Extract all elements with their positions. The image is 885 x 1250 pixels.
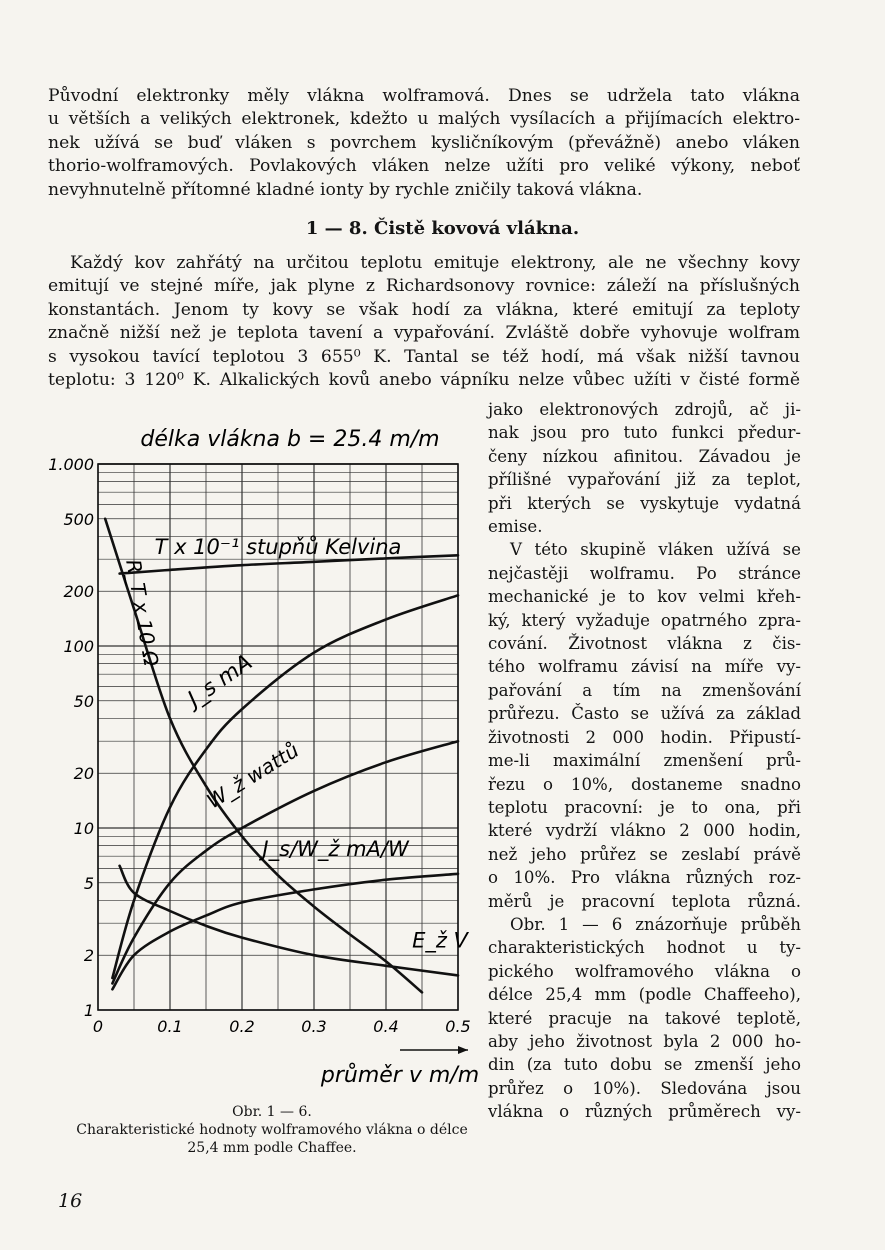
column-line: teplotu pracovní: je to ona, při: [488, 797, 801, 817]
column-line: me-li maximální zmenšení prů-: [488, 751, 801, 771]
y-tick-label: 50: [73, 691, 94, 711]
column-line: průřez o 10%). Sledována jsou: [488, 1078, 801, 1098]
y-tick-label: 10: [73, 819, 94, 838]
text-line: emitují ve stejné míře, jak plyne z Richardsonovy rovnice: záleží na příslušných: [48, 276, 800, 297]
series-label: R_T x 10 Ω: [121, 557, 164, 668]
series-label: W_ž wattů: [202, 737, 303, 814]
y-tick-label: 100: [63, 637, 94, 656]
series-line: [112, 741, 458, 983]
column-line: jako elektronových zdrojů, ač ji-: [488, 400, 801, 419]
x-tick-label: 0.3: [301, 1017, 327, 1036]
text-line: konstantách. Jenom ty kovy se však hodí za vlákna, které emitují za teploty: [48, 299, 800, 320]
x-axis-arrowhead: [458, 1046, 468, 1054]
column-line: ký, který vyžaduje opatrného zpra-: [488, 610, 801, 630]
text-line: nek užívá se buď vláken s povrchem kysličníkovým (převážně) anebo vláken: [48, 132, 800, 153]
column-line: čeny nízkou afinitou. Závadou je: [488, 446, 801, 466]
column-line: pického wolframového vlákna o: [488, 961, 801, 981]
series-label: T x 10⁻¹ stupňů Kelvina: [154, 534, 402, 559]
text-line: teplotu: 3 120⁰ K. Alkalických kovů anebo vápníku nelze vůbec užíti v čisté formě: [48, 370, 800, 391]
page-number: 16: [58, 1190, 83, 1212]
figure-caption: [52, 1103, 492, 1157]
text-line: značně nižší než je teplota tavení a vypařování. Zvláště dobře vyhovuje wolfram: [48, 323, 800, 344]
y-tick-label: 200: [63, 582, 94, 602]
caption-line: Charakteristické hodnoty wolframového vlákna o délce: [76, 1122, 468, 1138]
column-line: měrů je pracovní teplota různá.: [488, 891, 801, 911]
text-line: s vysokou tavící teplotou 3 655⁰ K. Tantal se též hodí, má však nižší tavnou: [48, 346, 800, 367]
column-line: din (za tuto dobu se zmenší jeho: [488, 1055, 801, 1075]
column-line: vlákna o různých průměrech vy-: [488, 1102, 801, 1122]
column-line: průřezu. Často se užívá za základ: [488, 704, 801, 724]
series-label: J_s mA: [183, 650, 258, 713]
text-line: u větších a velikých elektronek, kdežto u malých vysílacích a přijímacích elektro-: [48, 109, 800, 130]
column-line: řezu o 10%, dostaneme snadno: [488, 774, 801, 794]
text-line: thorio-wolframových. Povlakových vláken nelze užíti pro veliké výkony, neboť: [48, 156, 800, 177]
y-tick-label: 1.000: [48, 455, 94, 474]
x-tick-label: 0.5: [445, 1017, 471, 1036]
caption-title: Obr. 1 — 6.: [232, 1104, 312, 1120]
column-line: aby jeho životnost byla 2 000 ho-: [488, 1031, 801, 1051]
y-tick-label: 1: [83, 1001, 94, 1020]
x-tick-label: 0.2: [229, 1017, 255, 1036]
column-line: nak jsou pro tuto funkci předur-: [488, 423, 801, 443]
x-tick-label: 0.4: [373, 1017, 399, 1036]
column-line: přílišné vypařování již za teplot,: [488, 470, 801, 490]
column-line: než jeho průřez se zeslabí právě: [488, 844, 801, 864]
column-line: při kterých se vyskytuje vydatná: [488, 493, 801, 513]
y-tick-label: 5: [83, 873, 94, 893]
series-label: E_ž V: [412, 928, 468, 953]
intro-paragraph: [48, 85, 800, 202]
text-line: Původní elektronky měly vlákna wolframová. Dnes se udržela tato vlákna: [48, 86, 800, 106]
column-line: o 10%. Pro vlákna různých roz-: [488, 868, 801, 888]
column-line: tého wolframu závisí na míře vy-: [488, 657, 801, 677]
x-tick-label: 0: [92, 1017, 104, 1036]
column-line: pařování a tím na zmenšování: [488, 680, 801, 700]
x-axis-label: průměr v m/m: [320, 1063, 480, 1088]
caption-line: 25,4 mm podle Chaffee.: [187, 1140, 357, 1156]
section-heading: 1 — 8. Čistě kovová vlákna.: [305, 218, 580, 239]
series-label: J_s/W_ž mA/W: [262, 837, 409, 862]
column-line: V této skupině vláken užívá se: [510, 540, 801, 560]
characteristics-chart: [0, 400, 480, 1100]
column-line: charakteristických hodnot u ty-: [488, 938, 801, 958]
column-line: délce 25,4 mm (podle Chaffeeho),: [488, 985, 801, 1005]
section-paragraph: [48, 252, 800, 392]
column-line: emise.: [488, 517, 543, 537]
chart-title: délka vlákna b = 25.4 m/m: [140, 427, 440, 452]
text-line: nevyhnutelně přítomné kladné ionty by rychle zničily taková vlákna.: [48, 179, 643, 200]
series-line: [112, 595, 458, 978]
y-tick-label: 2: [83, 946, 94, 966]
column-line: které vydrží vlákno 2 000 hodin,: [488, 821, 801, 841]
x-tick-label: 0.1: [157, 1017, 183, 1036]
column-line: které pracuje na takové teplotě,: [488, 1008, 801, 1028]
y-tick-label: 20: [73, 764, 94, 784]
column-line: Obr. 1 — 6 znázorňuje průběh: [510, 914, 801, 934]
right-column-text: [488, 398, 801, 1124]
text-line: Každý kov zahřátý na určitou teplotu emituje elektrony, ale ne všechny kovy: [70, 253, 800, 273]
column-line: mechanické je to kov velmi křeh-: [488, 587, 801, 607]
y-tick-label: 500: [63, 509, 94, 529]
column-line: nejčastěji wolframu. Po stránce: [488, 563, 801, 583]
column-line: cování. Životnost vlákna z čis-: [488, 634, 801, 654]
column-line: životnosti 2 000 hodin. Připustí-: [488, 727, 801, 747]
